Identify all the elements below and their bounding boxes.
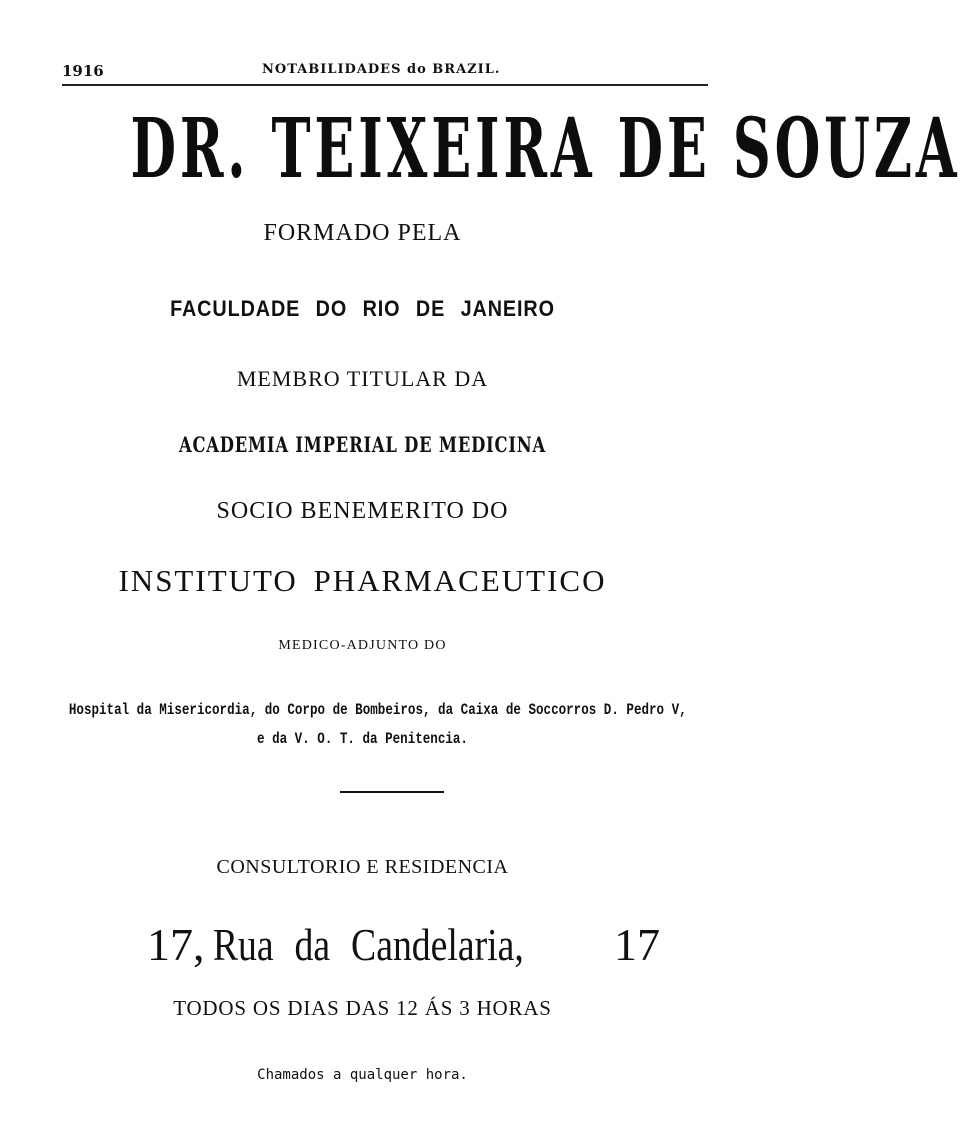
formado-pela-text: FORMADO PELA <box>263 220 462 246</box>
penitencia-text: e da V. O. T. da Penitencia. <box>257 730 468 748</box>
academia-text: ACADEMIA IMPERIAL DE MEDICINA <box>178 432 547 457</box>
consultorio-text: CONSULTORIO E RESIDENCIA <box>216 856 509 878</box>
address-number-left: 17, <box>147 919 205 970</box>
hours-text: TODOS OS DIAS DAS 12 ÁS 3 HORAS <box>173 996 552 1020</box>
hospital-list-text: Hospital da Misericordia, do Corpo de Bombeiros, da Caixa de Soccorros D. Pedro V, <box>68 701 687 719</box>
socio-benemerito-text: SOCIO BENEMERITO DO <box>216 498 509 524</box>
running-title: NOTABILIDADES do BRAZIL. <box>262 62 501 77</box>
separator-rule <box>340 791 444 793</box>
instituto-text: INSTITUTO PHARMACEUTICO <box>118 563 607 598</box>
membro-titular-text: MEMBRO TITULAR DA <box>236 366 489 391</box>
address-street: Rua da Candelaria, <box>212 919 524 970</box>
address-number-right: 17 <box>614 919 660 970</box>
page-number: 1916 <box>62 62 104 80</box>
medico-adjunto-text: MEDICO-ADJUNTO DO <box>278 638 447 653</box>
header-rule <box>62 84 708 86</box>
calls-text: Chamados a qualquer hora. <box>257 1067 468 1083</box>
faculdade-text: FACULDADE DO RIO DE JANEIRO <box>170 296 555 321</box>
doctor-name: DR. TEIXEIRA DE SOUZA <box>130 101 960 197</box>
